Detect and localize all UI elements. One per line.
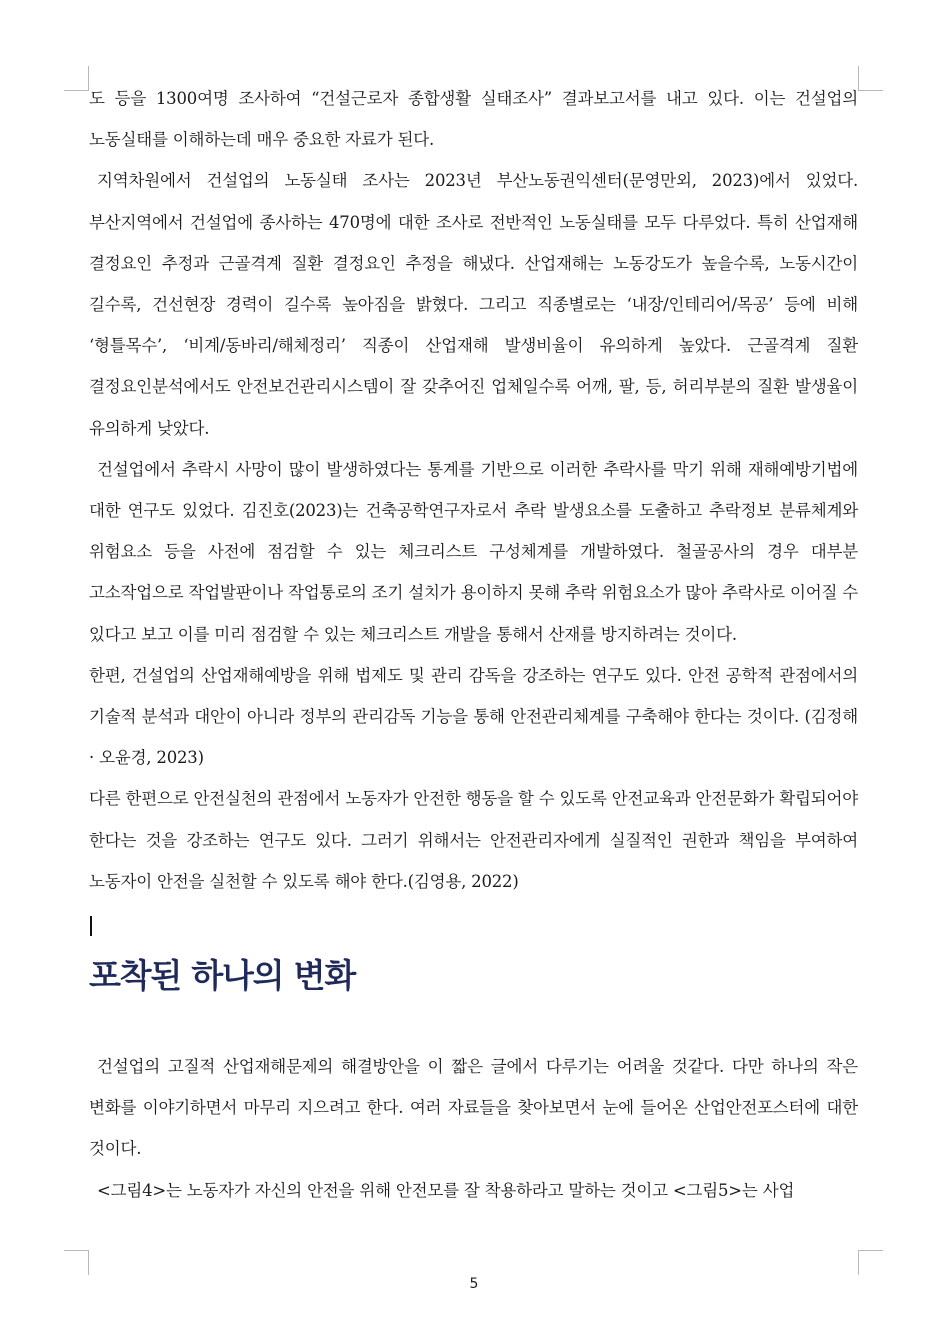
crop-mark-bottom-right bbox=[858, 1250, 883, 1275]
paragraph-safety-practice: 다른 한편으로 안전실천의 관점에서 노동자가 안전한 행동을 할 수 있도록 안전교육과 안전문화가 확립되어야 한다는 것을 강조하는 연구도 있다. 그러기 위해서는 안전관리자에게 실질적인 권한과 책임을 부여하여 노동자이 안전을 실천할 수 있도록 해야 한다.(김영용, 2022) bbox=[89, 789, 858, 891]
paragraph-figures: <그림4>는 노동자가 자신의 안전을 위해 안전모를 잘 착용하라고 말하는 것이고 <그림5>는 사업 bbox=[97, 1180, 795, 1200]
text-cursor bbox=[90, 916, 92, 936]
section-heading: 포착된 하나의 변화 bbox=[89, 956, 356, 996]
paragraph-fall-prevention: 건설업에서 추락시 사망이 많이 발생하였다는 통계를 기반으로 이러한 추락사를 막기 위해 재해예방기법에 대한 연구도 있었다. 김진호(2023)는 건축공학연구자로서 추락 발생요소를 도출하고 추락정보 분류체계와 위험요소 등을 사전에 점검할 수 있는 체크리스트 구성체계를 개발하였다. 철골공사의 경우 대부분 고소작업으로 작업발판이나 작업통로의 조기 설치가 용이하지 못해 추락 위험요소가 많아 추락사로 이어질 수 있다고 보고 이를 미리 점검할 수 있는 체크리스트 개발을 통해서 산재를 방지하려는 것이다. bbox=[89, 459, 858, 644]
paragraph-regulation: 한편, 건설업의 산업재해예방을 위해 법제도 및 관리 감독을 강조하는 연구도 있다. 안전 공학적 관점에서의 기술적 분석과 대안이 아니라 정부의 관리감독 기능을 통해 안전관리체계를 구축해야 한다는 것이다. (김정해 · 오윤경, 2023) bbox=[89, 665, 858, 768]
document-body[interactable] bbox=[89, 78, 858, 1211]
page-number: 5 bbox=[469, 1276, 479, 1292]
paragraph-survey-report: 도 등을 1300여명 조사하여 “건설근로자 종합생활 실태조사” 결과보고서를 내고 있다. 이는 건설업의 노동실태를 이해하는데 매우 중요한 자료가 된다. bbox=[89, 89, 858, 150]
paragraph-one-change: 건설업의 고질적 산업재해문제의 해결방안을 이 짧은 글에서 다루기는 어려울 것같다. 다만 하나의 작은 변화를 이야기하면서 마무리 지으려고 한다. 여러 자료들을 찾아보면서 눈에 들어온 산업안전포스터에 대한 것이다. bbox=[89, 1057, 858, 1159]
crop-mark-top-right bbox=[858, 66, 883, 91]
crop-mark-bottom-left bbox=[64, 1250, 89, 1275]
crop-mark-top-left bbox=[64, 66, 89, 91]
paragraph-regional-survey: 지역차원에서 건설업의 노동실태 조사는 2023년 부산노동권익센터(문영만외, 2023)에서 있었다. 부산지역에서 건설업에 종사하는 470명에 대한 조사로 전반적인 노동실태를 모두 다루었다. 특히 산업재해 결정요인 추정과 근골격계 질환 결정요인 추정을 해냈다. 산업재해는 노동강도가 높을수록, 노동시간이 길수록, 건선현장 경력이 길수록 높아짐을 밝혔다. 그리고 직종별로는 ‘내장/인테리어/목공’ 등에 비해 ‘형틀목수’, ‘비계/동바리/해체정리’ 직종이 산업재해 발생비율이 유의하게 높았다. 근골격계 질환 결정요인분석에서도 안전보건관리시스템이 잘 갖추어진 업체일수록 어깨, 팔, 등, 허리부분의 질환 발생율이 유의하게 낮았다. bbox=[89, 171, 858, 438]
